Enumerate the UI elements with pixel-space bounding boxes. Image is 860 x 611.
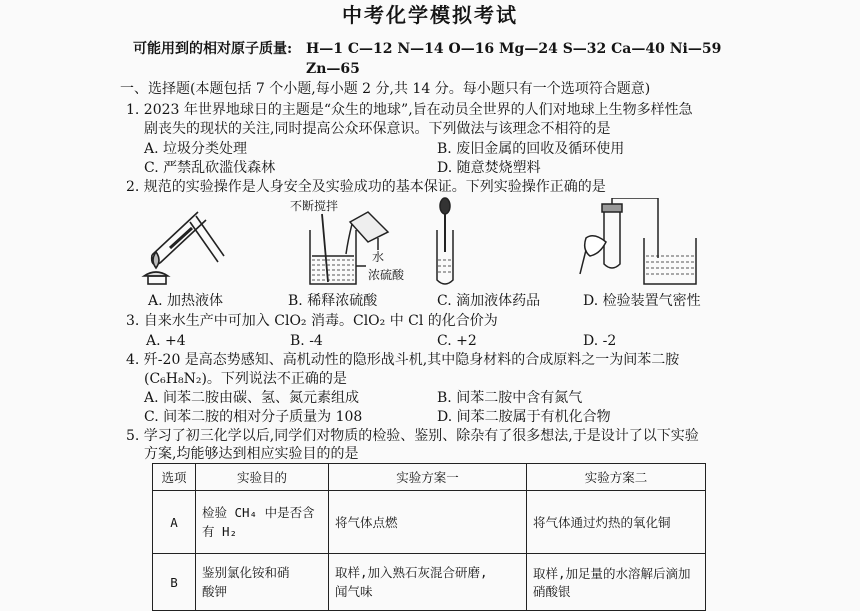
q1-option-c: C. 严禁乱砍滥伐森林 (144, 160, 276, 176)
row-a-aim (196, 491, 329, 554)
row-b-plan2-line1: 取样,加足量的水溶解后滴加 (533, 566, 691, 581)
row-b-id: B (153, 554, 196, 611)
row-a-id: A (153, 491, 196, 554)
atomic-mass-line1: H—1 C—12 N—14 O—16 Mg—24 S—32 Ca—40 Ni—59 (306, 41, 722, 57)
acid-label: 浓硫酸 (368, 268, 405, 282)
atomic-mass-line2: Zn—65 (306, 61, 360, 77)
row-a-plan2: 将气体通过灼热的氧化铜 (527, 491, 706, 554)
q2-option-c: C. 滴加液体药品 (437, 293, 541, 309)
q3-stem: 3. 自来水生产中可加入 ClO₂ 消毒。ClO₂ 中 Cl 的化合价为 (126, 313, 498, 329)
row-b-plan1-line1: 取样,加入熟石灰混合研磨, (335, 565, 488, 580)
q2-option-b: B. 稀释浓硫酸 (288, 293, 378, 309)
q4-option-d: D. 间苯二胺属于有机化合物 (437, 409, 611, 425)
section-heading: 一、选择题(本题包括 7 个小题,每小题 2 分,共 14 分。每小题只有一个选项符合题意) (120, 81, 651, 97)
table-header-aim: 实验目的 (196, 464, 329, 491)
table-header-plan2: 实验方案二 (527, 464, 706, 491)
q1-option-d: D. 随意焚烧塑料 (437, 160, 541, 176)
q2-option-d: D. 检验装置气密性 (583, 293, 701, 309)
q4-stem-line2: (C₆H₈N₂)。下列说法不正确的是 (144, 371, 347, 387)
q1-option-a: A. 垃圾分类处理 (144, 141, 248, 157)
water-label: 水 (372, 250, 385, 264)
page-title: 中考化学模拟考试 (342, 3, 518, 27)
row-b-aim-line1: 鉴别氯化铵和硝 (202, 565, 290, 580)
row-a-aim-line1: 检验 CH₄ 中是否含 (202, 505, 315, 520)
q1-stem-line2: 剧丧失的现状的关注,同时提高公众环保意识。下列做法与该理念不相符的是 (144, 121, 611, 137)
q4-option-a: A. 间苯二胺由碳、氢、氮元素组成 (144, 390, 360, 406)
table-header-option: 选项 (153, 464, 196, 491)
q1-option-b: B. 废旧金属的回收及循环使用 (437, 141, 625, 157)
q3-option-c: C. +2 (437, 333, 477, 349)
q2-option-a: A. 加热液体 (148, 293, 224, 309)
q3-option-d: D. -2 (583, 333, 617, 349)
stir-label: 不断搅拌 (290, 199, 339, 213)
q3-option-b: B. -4 (290, 333, 323, 349)
q5-stem-line2: 方案,均能够达到相应实验目的的是 (144, 446, 359, 462)
q4-option-c: C. 间苯二胺的相对分子质量为 108 (144, 409, 363, 425)
row-b-plan2 (527, 554, 706, 611)
q4-stem-line1: 4. 歼-20 是高态势感知、高机动性的隐形战斗机,其中隐身材料的合成原料之一为间苯二胺 (126, 352, 680, 368)
row-a-aim-line2: 有 H₂ (202, 524, 238, 539)
row-b-plan1-line2: 闻气味 (335, 584, 373, 599)
q1-stem-line1: 1. 2023 年世界地球日的主题是“众生的地球”,旨在动员全世界的人们对地球上生物多样性急 (126, 102, 693, 118)
q3-option-a: A. +4 (146, 333, 186, 349)
dropping-liquid-figure (425, 196, 465, 288)
atomic-mass-label: 可能用到的相对原子质量: (133, 41, 293, 57)
row-b-plan2-line2: 硝酸银 (533, 584, 571, 599)
row-b-plan1 (329, 554, 527, 611)
row-b-aim-line2: 酸钾 (202, 584, 228, 599)
row-a-plan1: 将气体点燃 (329, 491, 527, 554)
table-header-plan1: 实验方案一 (329, 464, 527, 491)
table-row (153, 554, 706, 611)
heating-liquid-figure (140, 200, 230, 290)
table-row (153, 491, 706, 554)
experiment-table (152, 463, 706, 611)
row-b-aim (196, 554, 329, 611)
q4-option-b: B. 间苯二胺中含有氮气 (437, 390, 583, 406)
q2-stem: 2. 规范的实验操作是人身安全及实验成功的基本保证。下列实验操作正确的是 (126, 179, 606, 195)
q5-stem-line1: 5. 学习了初三化学以后,同学们对物质的检验、鉴别、除杂有了很多想法,于是设计了以下实验 (126, 428, 699, 444)
airtightness-figure (578, 198, 708, 290)
table-header-row (153, 464, 706, 491)
